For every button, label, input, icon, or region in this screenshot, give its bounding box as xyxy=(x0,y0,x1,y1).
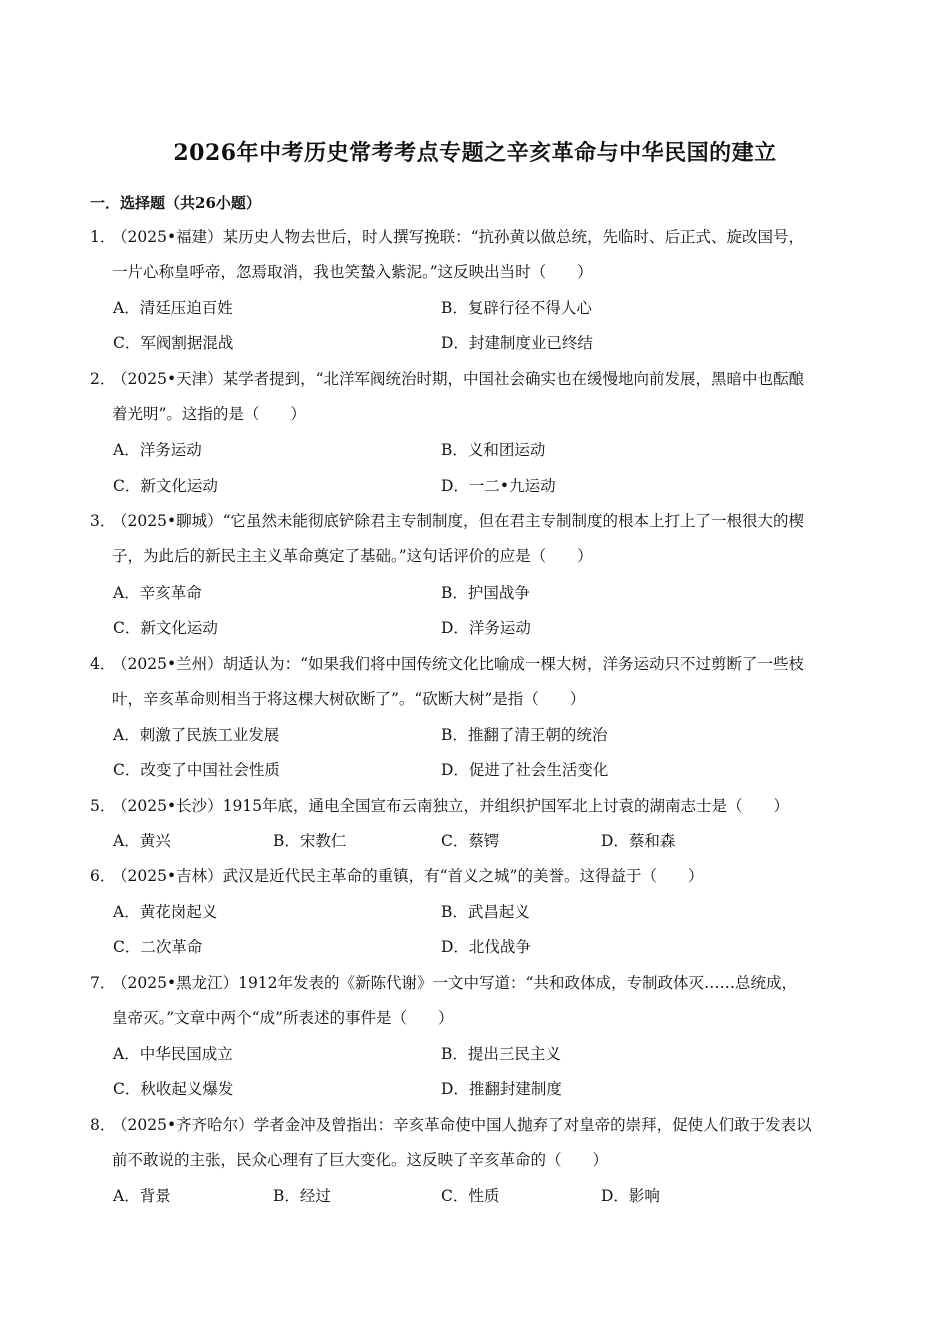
question-text-cont: 前不敢说的主张，民众心理有了巨大变化。这反映了辛亥革命的（ ） xyxy=(112,1151,609,1169)
option-a[interactable]: A．洋务运动 xyxy=(113,441,202,459)
question-text: （2025•吉林）武汉是近代民主革命的重镇，有“首义之城”的美誉。这得益于（ ） xyxy=(112,867,704,885)
question-number: 7． xyxy=(90,974,116,992)
option-b[interactable]: B．武昌起义 xyxy=(441,903,530,921)
question-number: 4． xyxy=(90,655,116,673)
question-5 xyxy=(90,789,870,824)
question-text: （2025•福建）某历史人物去世后，时人撰写挽联：“抗孙黄以做总统，先临时、后正式、旋改国号， xyxy=(112,228,805,246)
section-heading: 一．选择题（共26小题） xyxy=(90,194,261,212)
option-b[interactable]: B．推翻了清王朝的统治 xyxy=(441,726,608,744)
question-3 xyxy=(90,504,870,574)
option-c[interactable]: C．军阀割据混战 xyxy=(113,334,234,352)
options-row xyxy=(113,1179,873,1214)
question-7 xyxy=(90,966,870,1036)
option-c[interactable]: C．新文化运动 xyxy=(113,477,218,495)
option-a[interactable]: A．清廷压迫百姓 xyxy=(113,299,233,317)
option-d[interactable]: D．一二•九运动 xyxy=(441,477,556,495)
question-number: 8． xyxy=(90,1116,116,1134)
option-b[interactable]: B．义和团运动 xyxy=(441,441,546,459)
option-a[interactable]: A．黄花岗起义 xyxy=(113,903,218,921)
question-text-cont: 叶，辛亥革命则相当于将这棵大树砍断了”。“砍断大树”是指（ ） xyxy=(112,690,586,708)
option-d[interactable]: D．促进了社会生活变化 xyxy=(441,761,609,779)
option-a[interactable]: A．黄兴 xyxy=(113,832,171,850)
option-a[interactable]: A．背景 xyxy=(113,1187,171,1205)
options-row xyxy=(113,1037,873,1072)
question-2 xyxy=(90,362,870,432)
question-text: （2025•黑龙江）1912年发表的《新陈代谢》一文中写道：“共和政体成，专制政体灭……总统成， xyxy=(112,974,797,992)
option-d[interactable]: D．推翻封建制度 xyxy=(441,1080,562,1098)
option-b[interactable]: B．护国战争 xyxy=(441,584,530,602)
option-a[interactable]: A．辛亥革命 xyxy=(113,584,202,602)
option-b[interactable]: B．提出三民主义 xyxy=(441,1045,561,1063)
options-row xyxy=(113,895,873,930)
options-row xyxy=(113,576,873,611)
option-a[interactable]: A．刺激了民族工业发展 xyxy=(113,726,280,744)
question-number: 1． xyxy=(90,228,116,246)
options-row xyxy=(113,326,873,361)
options-row xyxy=(113,718,873,753)
options-row xyxy=(113,433,873,468)
option-b[interactable]: B．宋教仁 xyxy=(273,832,347,850)
option-c[interactable]: C．改变了中国社会性质 xyxy=(113,761,280,779)
question-text: （2025•齐齐哈尔）学者金冲及曾指出：辛亥革命使中国人抛弃了对皇帝的崇拜，促使人们敢于发表以 xyxy=(112,1116,812,1134)
options-row xyxy=(113,611,873,646)
option-a[interactable]: A．中华民国成立 xyxy=(113,1045,233,1063)
option-c[interactable]: C．新文化运动 xyxy=(113,619,218,637)
option-d[interactable]: D．蔡和森 xyxy=(601,832,676,850)
question-text-cont: 着光明”。这指的是（ ） xyxy=(112,405,306,423)
option-c[interactable]: C．二次革命 xyxy=(113,938,203,956)
options-row xyxy=(113,753,873,788)
question-number: 6． xyxy=(90,867,116,885)
option-d[interactable]: D．封建制度业已终结 xyxy=(441,334,593,352)
question-6 xyxy=(90,859,870,894)
question-text-cont: 子，为此后的新民主主义革命奠定了基础。”这句话评价的应是（ ） xyxy=(112,547,593,565)
option-c[interactable]: C．性质 xyxy=(441,1187,500,1205)
question-number: 5． xyxy=(90,797,116,815)
options-row xyxy=(113,930,873,965)
question-4 xyxy=(90,647,870,717)
question-text: （2025•聊城）“它虽然未能彻底铲除君主专制制度，但在君主专制制度的根本上打上了一根很大的楔 xyxy=(112,512,805,530)
page-title: 2026年中考历史常考考点专题之辛亥革命与中华民国的建立 xyxy=(173,140,777,166)
option-d[interactable]: D．洋务运动 xyxy=(441,619,531,637)
question-number: 2． xyxy=(90,370,116,388)
question-text: （2025•兰州）胡适认为：“如果我们将中国传统文化比喻成一棵大树，洋务运动只不过剪断了一些枝 xyxy=(112,655,805,673)
option-b[interactable]: B．经过 xyxy=(273,1187,331,1205)
options-row xyxy=(113,469,873,504)
option-b[interactable]: B．复辟行径不得人心 xyxy=(441,299,592,317)
question-1 xyxy=(90,220,870,290)
option-c[interactable]: C．蔡锷 xyxy=(441,832,500,850)
options-row xyxy=(113,1072,873,1107)
option-c[interactable]: C．秋收起义爆发 xyxy=(113,1080,234,1098)
question-text: （2025•天津）某学者提到，“北洋军阀统治时期，中国社会确实也在缓慢地向前发展，黑暗中也酝酿 xyxy=(112,370,805,388)
option-d[interactable]: D．北伐战争 xyxy=(441,938,531,956)
options-row xyxy=(113,824,873,859)
option-d[interactable]: D．影响 xyxy=(601,1187,660,1205)
question-text-cont: 一片心称皇呼帝，忽焉取消，我也笑蟄入紫泥。”这反映出当时（ ） xyxy=(112,263,593,281)
options-row xyxy=(113,291,873,326)
question-8 xyxy=(90,1108,870,1178)
question-number: 3． xyxy=(90,512,116,530)
question-text: （2025•长沙）1915年底，通电全国宣布云南独立，并组织护国军北上讨袁的湖南志士是（ ） xyxy=(112,797,790,815)
question-text-cont: 皇帝灭。”文章中两个“成”所表述的事件是（ ） xyxy=(112,1009,454,1027)
